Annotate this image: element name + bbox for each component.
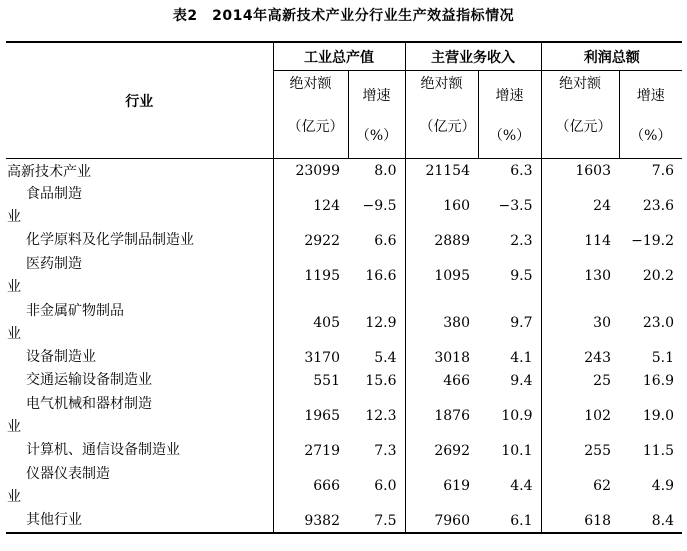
cell-revenue-rate: 9.4	[510, 372, 533, 389]
cell-output-rate: 7.3	[374, 442, 397, 459]
row-name	[6, 509, 273, 533]
cell-output-rate: 12.3	[365, 407, 397, 424]
rate-unit: （%）	[355, 128, 398, 144]
row-name	[6, 462, 273, 509]
row-name-text: 电气机械和器材制造	[26, 395, 152, 412]
cell-profit-abs: 24	[541, 182, 619, 229]
cell-revenue-abs: 1095	[405, 252, 478, 299]
rate-label: 增速	[362, 88, 391, 104]
table-row	[6, 299, 682, 346]
row-name-text: 高新技术产业	[7, 163, 91, 180]
cell-output-rate: 16.6	[365, 267, 397, 284]
table-row	[6, 252, 682, 299]
cell-profit-rate: −19.2	[631, 232, 674, 249]
cell-profit-abs: 114	[541, 229, 619, 252]
rate-unit: （%）	[630, 128, 672, 144]
abs-label: 绝对额	[289, 76, 332, 92]
header-rate	[478, 71, 541, 159]
table-row	[6, 346, 682, 369]
row-name-text: 医药制造	[26, 255, 82, 272]
cell-profit-rate: 8.4	[619, 509, 682, 533]
cell-revenue-abs: 619	[405, 462, 478, 509]
abs-unit: （亿元）	[555, 119, 612, 135]
table-row	[6, 509, 682, 533]
cell-profit-abs: 1603	[541, 159, 619, 183]
row-name-text: 仪器仪表制造	[26, 465, 110, 482]
table-row	[6, 439, 682, 462]
row-name	[6, 346, 273, 369]
abs-label: 绝对额	[420, 76, 463, 92]
cell-revenue-rate: 6.3	[510, 162, 533, 179]
cell-revenue-rate: 2.3	[510, 232, 533, 249]
cell-output-rate: 6.0	[374, 477, 397, 494]
abs-unit: （亿元）	[287, 119, 344, 135]
table-row	[6, 159, 682, 183]
cell-output-rate: 6.6	[374, 232, 397, 249]
cell-revenue-abs: 2889	[405, 229, 478, 252]
row-name-text: 计算机、通信设备制造业	[26, 442, 180, 458]
cell-profit-rate: 4.9	[651, 477, 674, 494]
cell-profit-abs: 618	[541, 509, 619, 533]
cell-output-abs: 2719	[273, 439, 348, 462]
row-name-text: 其他行业	[26, 512, 82, 528]
cell-revenue-rate: 9.7	[510, 314, 533, 331]
row-name-text-wrap: 业	[7, 208, 21, 225]
cell-output-abs: 1195	[273, 252, 348, 299]
cell-revenue-rate: 4.4	[510, 477, 533, 494]
header-abs	[405, 71, 478, 159]
cell-profit-abs: 25	[541, 369, 619, 392]
cell-revenue-abs: 2692	[405, 439, 478, 462]
cell-revenue-abs: 160	[405, 182, 478, 229]
cell-output-abs: 405	[273, 299, 348, 346]
cell-output-abs: 666	[273, 462, 348, 509]
table-row	[6, 182, 682, 229]
row-name	[6, 252, 273, 299]
cell-profit-rate: 23.6	[642, 197, 674, 214]
cell-output-rate: 12.9	[365, 314, 397, 331]
header-rate	[348, 71, 405, 159]
row-name-text: 食品制造	[26, 185, 82, 202]
row-name	[6, 182, 273, 229]
abs-label: 绝对额	[559, 76, 601, 92]
cell-output-abs: 23099	[273, 159, 348, 183]
cell-revenue-rate: 4.1	[510, 349, 533, 366]
row-name	[6, 299, 273, 346]
row-name	[6, 392, 273, 439]
row-name-text: 交通运输设备制造业	[26, 372, 152, 388]
row-name	[6, 229, 273, 252]
row-name-text: 设备制造业	[26, 349, 96, 365]
cell-profit-abs: 243	[541, 346, 619, 369]
cell-revenue-abs: 7960	[405, 509, 478, 533]
row-name	[6, 369, 273, 392]
header-abs	[541, 71, 619, 159]
header-industry: 行业	[6, 42, 273, 159]
cell-profit-rate: 16.9	[642, 372, 674, 389]
cell-profit-rate: 19.0	[642, 407, 674, 424]
cell-profit-abs: 130	[541, 252, 619, 299]
cell-revenue-abs: 21154	[405, 159, 478, 183]
row-name	[6, 439, 273, 462]
table-row	[6, 229, 682, 252]
rate-label: 增速	[495, 88, 524, 104]
cell-output-abs: 3170	[273, 346, 348, 369]
cell-revenue-abs: 466	[405, 369, 478, 392]
cell-output-rate: 8.0	[374, 162, 397, 179]
table-row	[6, 369, 682, 392]
header-group-output: 工业总产值	[273, 42, 405, 71]
cell-revenue-abs: 3018	[405, 346, 478, 369]
cell-profit-rate: 11.5	[642, 442, 674, 459]
cell-revenue-rate: 10.1	[501, 442, 533, 459]
cell-profit-abs: 255	[541, 439, 619, 462]
cell-profit-abs: 102	[541, 392, 619, 439]
row-name-text-wrap: 业	[7, 278, 21, 295]
cell-revenue-abs: 380	[405, 299, 478, 346]
cell-revenue-rate: 10.9	[501, 407, 533, 424]
cell-output-abs: 2922	[273, 229, 348, 252]
cell-output-rate: 5.4	[374, 349, 397, 366]
data-table	[6, 41, 682, 534]
cell-profit-rate: 7.6	[651, 162, 674, 179]
cell-output-rate: 7.5	[348, 509, 405, 533]
cell-revenue-abs: 1876	[405, 392, 478, 439]
cell-profit-abs: 62	[541, 462, 619, 509]
row-name-text-wrap: 业	[7, 418, 21, 435]
table-title: 表2 2014年高新技术产业分行业生产效益指标情况	[172, 8, 515, 24]
cell-output-rate: 15.6	[365, 372, 397, 389]
header-abs	[273, 71, 348, 159]
rate-label: 增速	[636, 88, 665, 104]
row-name-text: 化学原料及化学制品制造业	[26, 232, 194, 248]
cell-output-abs: 124	[273, 182, 348, 229]
row-name	[6, 159, 273, 183]
cell-profit-abs: 30	[541, 299, 619, 346]
header-group-revenue: 主营业务收入	[405, 42, 541, 71]
abs-unit: （亿元）	[419, 119, 476, 135]
cell-revenue-rate: 9.5	[510, 267, 533, 284]
table-row	[6, 462, 682, 509]
cell-output-abs: 1965	[273, 392, 348, 439]
row-name-text-wrap: 业	[7, 325, 21, 342]
row-name-text: 非金属矿物制品	[26, 302, 124, 319]
cell-output-abs: 551	[273, 369, 348, 392]
cell-output-rate: −9.5	[362, 197, 397, 214]
cell-revenue-rate: 6.1	[478, 509, 541, 533]
header-group-profit: 利润总额	[541, 42, 682, 71]
cell-output-abs: 9382	[273, 509, 348, 533]
rate-unit: （%）	[488, 128, 531, 144]
row-name-text-wrap: 业	[7, 488, 21, 505]
header-rate	[619, 71, 682, 159]
cell-profit-rate: 5.1	[651, 349, 674, 366]
table-row	[6, 392, 682, 439]
cell-revenue-rate: −3.5	[498, 197, 533, 214]
cell-profit-rate: 20.2	[642, 267, 674, 284]
cell-profit-rate: 23.0	[642, 314, 674, 331]
